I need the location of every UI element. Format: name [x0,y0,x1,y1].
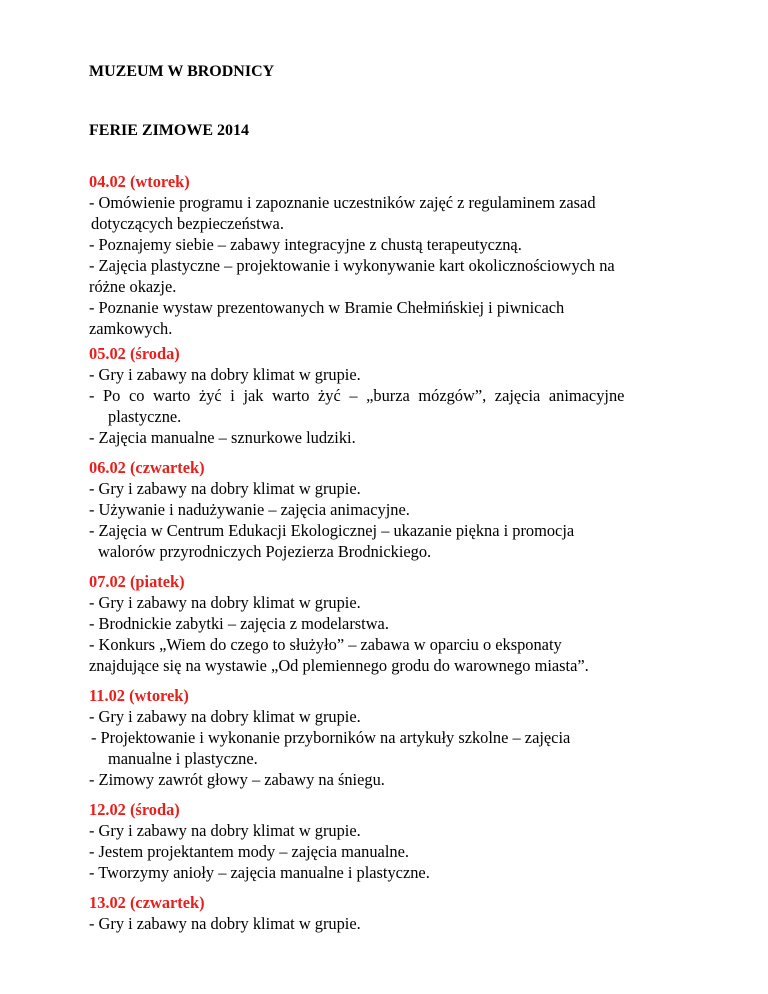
schedule-line: - Gry i zabawy na dobry klimat w grupie. [89,914,361,933]
day-heading: 05.02 (środa) [89,344,180,363]
schedule-line: - Poznanie wystaw prezentowanych w Bramie Chełmińskiej i piwnicach [89,298,565,317]
schedule-line: - Omówienie programu i zapoznanie uczestników zajęć z regulaminem zasad [89,193,596,212]
day-section-12-02 [89,799,689,883]
schedule-line: dotyczących bezpieczeństwa. [91,214,284,233]
schedule-line: - Gry i zabawy na dobry klimat w grupie. [89,365,361,384]
day-section-11-02 [89,685,689,790]
schedule-line: manualne i plastyczne. [108,749,258,768]
document-title: MUZEUM W BRODNICY [89,63,275,80]
schedule-line: - Zajęcia w Centrum Edukacji Ekologicznej – ukazanie piękna i promocja [89,521,575,540]
schedule-line: - Zajęcia plastyczne – projektowanie i wykonywanie kart okolicznościowych na [89,256,615,275]
schedule-line: - Gry i zabawy na dobry klimat w grupie. [89,707,361,726]
day-heading: 11.02 (wtorek) [89,686,189,705]
schedule-line: znajdujące się na wystawie „Od plemiennego grodu do warownego miasta”. [89,656,589,675]
schedule-line: - Konkurs „Wiem do czego to służyło” – zabawa w oparciu o eksponaty [89,635,562,654]
schedule-line: zamkowych. [89,319,173,338]
day-section-06-02 [89,457,689,562]
day-heading: 07.02 (piatek) [89,572,185,591]
schedule-line: - Gry i zabawy na dobry klimat w grupie. [89,821,361,840]
day-section-04-02 [89,171,689,339]
schedule-line: plastyczne. [108,407,182,426]
day-heading: 12.02 (środa) [89,800,180,819]
schedule-line: różne okazje. [89,277,177,296]
schedule-line: walorów przyrodniczych Pojezierza Brodnickiego. [98,542,432,561]
schedule-line: - Poznajemy siebie – zabawy integracyjne z chustą terapeutyczną. [89,235,522,254]
schedule-line: - Używanie i nadużywanie – zajęcia animacyjne. [89,500,410,519]
day-heading: 06.02 (czwartek) [89,458,205,477]
day-section-07-02 [89,571,689,676]
day-heading: 04.02 (wtorek) [89,172,190,191]
schedule-line: - Zajęcia manualne – sznurkowe ludziki. [89,428,356,447]
schedule-line: - Brodnickie zabytki – zajęcia z modelarstwa. [89,614,389,633]
schedule-line: - Gry i zabawy na dobry klimat w grupie. [89,479,361,498]
day-section-05-02 [89,343,689,448]
schedule-line: - Jestem projektantem mody – zajęcia manualne. [89,842,409,861]
document-subtitle: FERIE ZIMOWE 2014 [89,122,250,139]
day-heading: 13.02 (czwartek) [89,893,205,912]
schedule-line: - Projektowanie i wykonanie przyborników na artykuły szkolne – zajęcia [91,728,571,747]
schedule-line: - Zimowy zawrót głowy – zabawy na śniegu. [89,770,385,789]
day-section-13-02 [89,892,689,934]
schedule-line: - Gry i zabawy na dobry klimat w grupie. [89,593,361,612]
schedule-line: - Po co warto żyć i jak warto żyć – „burza mózgów”, zajęcia animacyjne [89,386,625,405]
schedule-line: - Tworzymy anioły – zajęcia manualne i plastyczne. [89,863,430,882]
